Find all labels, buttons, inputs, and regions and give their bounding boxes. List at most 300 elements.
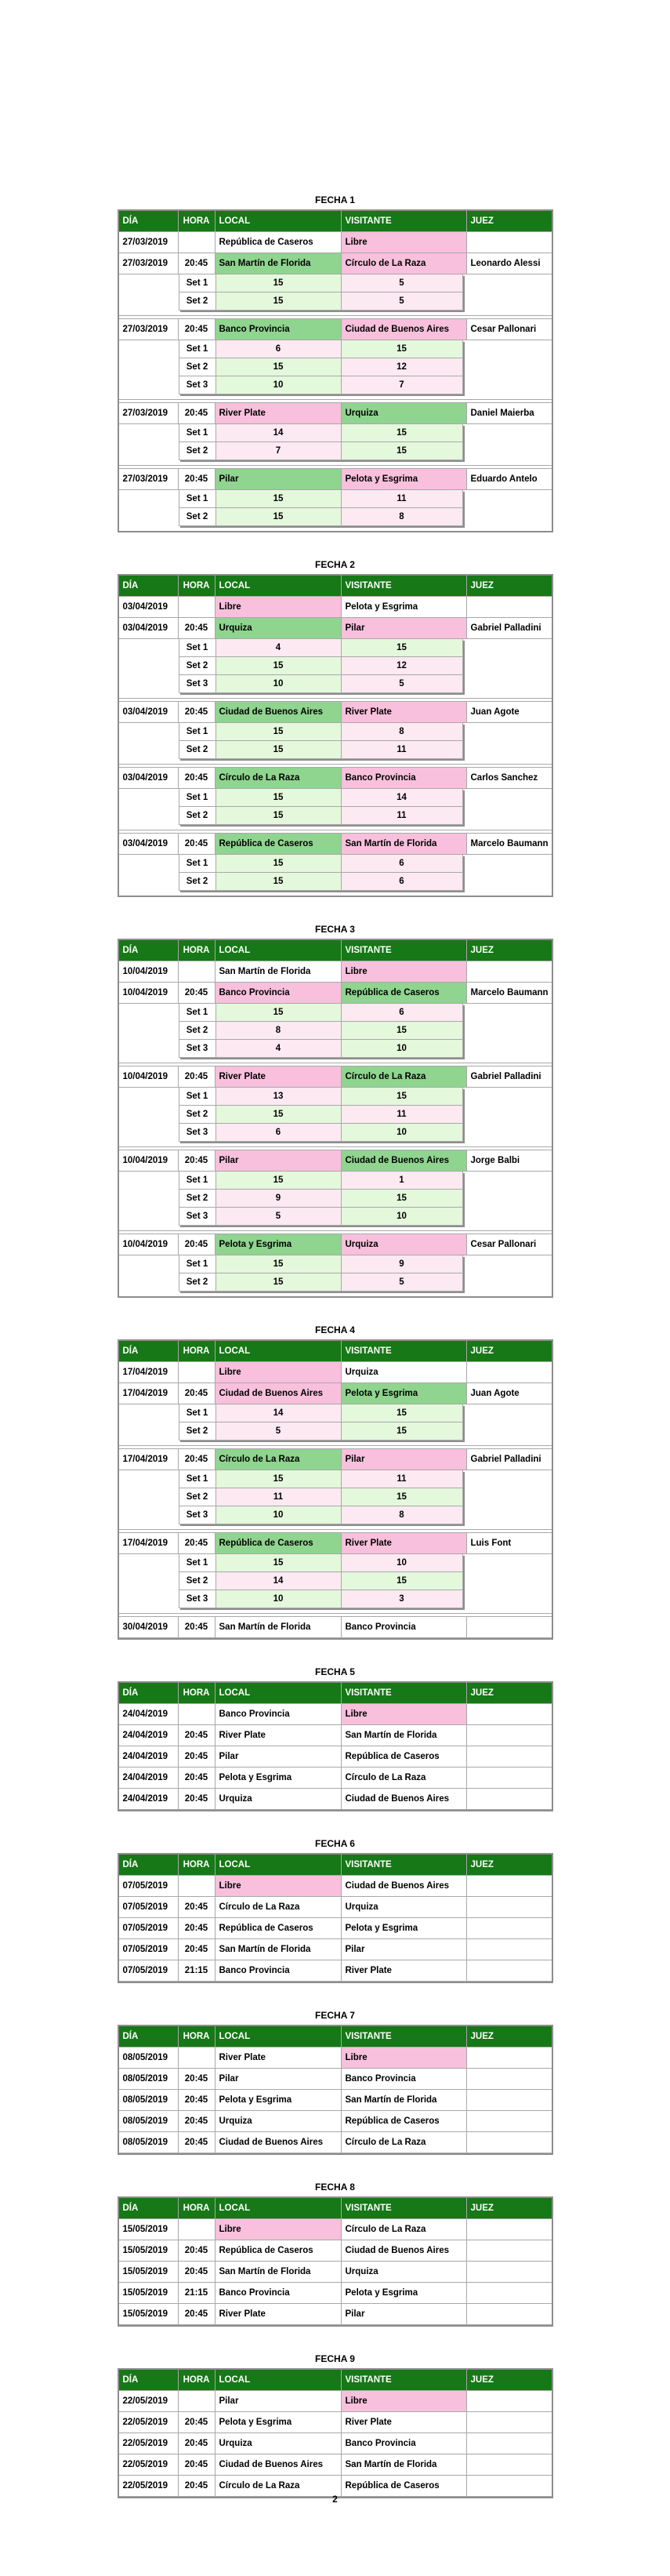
date-cell: 17/04/2019: [119, 1383, 179, 1404]
visitante-team-cell: Pelota y Esgrima: [342, 1383, 467, 1404]
set-label: Set 1: [179, 639, 216, 656]
set-label: Set 3: [179, 376, 216, 394]
sets-block: [119, 1088, 552, 1146]
set-row: [179, 741, 462, 758]
time-cell: 20:45: [179, 2412, 215, 2433]
local-team-cell: República de Caseros: [215, 2240, 342, 2262]
time-cell: 20:45: [179, 2454, 215, 2476]
set-label: Set 2: [179, 508, 216, 525]
fecha-title: FECHA 6: [315, 1838, 355, 1849]
set-row: [179, 376, 462, 394]
sets-block: [119, 855, 552, 896]
date-cell: 10/04/2019: [119, 961, 179, 983]
time-cell: 20:45: [179, 2262, 215, 2283]
header-row: [119, 576, 552, 597]
match-row: [119, 1383, 552, 1404]
header-cell-visitante: VISITANTE: [342, 1683, 467, 1704]
header-cell-dia: DÍA: [119, 211, 179, 232]
local-team-cell: Círculo de La Raza: [215, 1897, 342, 1918]
date-cell: 10/04/2019: [119, 1150, 179, 1172]
set-local-score: 4: [216, 639, 342, 656]
set-label: Set 3: [179, 1590, 216, 1608]
date-cell: 30/04/2019: [119, 1617, 179, 1638]
time-cell: 20:45: [179, 1789, 215, 1810]
sets-table: [179, 789, 463, 825]
juez-cell: [467, 2304, 552, 2325]
juez-cell: [467, 2391, 552, 2412]
date-cell: 22/05/2019: [119, 2454, 179, 2476]
local-team-cell: Pelota y Esgrima: [215, 1234, 342, 1255]
fecha-title: FECHA 7: [315, 2010, 355, 2021]
visitante-team-cell: Urquiza: [342, 403, 467, 424]
set-row: [179, 723, 462, 741]
header-cell-juez: JUEZ: [467, 2198, 552, 2219]
header-cell-hora: HORA: [179, 2026, 215, 2047]
set-label: Set 1: [179, 340, 216, 358]
header-cell-visitante: VISITANTE: [342, 211, 467, 232]
date-cell: 15/05/2019: [119, 2240, 179, 2262]
set-row: [179, 442, 462, 460]
header-cell-local: LOCAL: [215, 1683, 342, 1704]
set-row: [179, 1255, 462, 1273]
local-team-cell: República de Caseros: [215, 1918, 342, 1939]
visitante-team-cell: Urquiza: [342, 1362, 467, 1383]
juez-cell: Juan Agote: [467, 1383, 552, 1404]
match-row: [119, 2412, 552, 2433]
date-cell: 15/05/2019: [119, 2304, 179, 2325]
match-row: [119, 834, 552, 855]
header-row: [119, 2370, 552, 2391]
set-label: Set 2: [179, 1572, 216, 1590]
fecha-title: FECHA 2: [315, 559, 355, 570]
set-label: Set 1: [179, 855, 216, 872]
header-cell-local: LOCAL: [215, 2026, 342, 2047]
sets-table: [179, 723, 463, 759]
header-cell-hora: HORA: [179, 1341, 215, 1362]
header-cell-local: LOCAL: [215, 940, 342, 961]
visitante-team-cell: Libre: [342, 2391, 467, 2412]
set-visitante-score: 15: [342, 639, 462, 656]
set-local-score: 10: [216, 1590, 342, 1608]
set-label: Set 1: [179, 1004, 216, 1021]
juez-cell: [467, 2132, 552, 2153]
time-cell: 20:45: [179, 1617, 215, 1638]
header-cell-juez: JUEZ: [467, 1855, 552, 1876]
match-row: [119, 2240, 552, 2262]
set-label: Set 2: [179, 873, 216, 890]
time-cell: 20:45: [179, 1918, 215, 1939]
local-team-cell: San Martín de Florida: [215, 253, 342, 274]
local-team-cell: Círculo de La Raza: [215, 2476, 342, 2497]
match-row: [119, 1617, 552, 1638]
set-row: [179, 1488, 462, 1506]
set-label: Set 1: [179, 274, 216, 292]
fecha-title: FECHA 8: [315, 2182, 355, 2193]
set-local-score: 15: [216, 1554, 342, 1571]
time-cell: [179, 1362, 215, 1383]
juez-cell: Gabriel Palladini: [467, 618, 552, 639]
sets-table: [179, 340, 463, 394]
set-local-score: 14: [216, 424, 342, 441]
set-label: Set 2: [179, 1022, 216, 1039]
juez-cell: [467, 2047, 552, 2069]
time-cell: 20:45: [179, 2132, 215, 2153]
match-row: [119, 1789, 552, 1810]
set-local-score: 7: [216, 442, 342, 460]
match-row: [119, 1449, 552, 1470]
time-cell: 20:45: [179, 768, 215, 789]
sets-table: [179, 855, 463, 891]
schedule-table: [118, 2196, 553, 2327]
header-cell-juez: JUEZ: [467, 576, 552, 597]
set-label: Set 2: [179, 1273, 216, 1291]
visitante-team-cell: Libre: [342, 2047, 467, 2069]
set-row: [179, 1124, 462, 1141]
visitante-team-cell: República de Caseros: [342, 2476, 467, 2497]
set-local-score: 6: [216, 1124, 342, 1141]
juez-cell: [467, 1918, 552, 1939]
set-label: Set 1: [179, 1172, 216, 1189]
set-row: [179, 1590, 462, 1608]
juez-cell: [467, 1960, 552, 1982]
header-row: [119, 940, 552, 961]
header-cell-dia: DÍA: [119, 2026, 179, 2047]
fecha-title: FECHA 3: [315, 924, 355, 935]
set-row: [179, 292, 462, 310]
set-local-score: 15: [216, 1004, 342, 1021]
time-cell: 20:45: [179, 1533, 215, 1554]
sets-table: [179, 1470, 463, 1524]
fecha-title: FECHA 5: [315, 1666, 355, 1677]
date-cell: 24/04/2019: [119, 1789, 179, 1810]
juez-cell: Cesar Pallonari: [467, 319, 552, 340]
local-team-cell: Libre: [215, 2219, 342, 2240]
visitante-team-cell: Urquiza: [342, 1897, 467, 1918]
juez-cell: [467, 1789, 552, 1810]
set-row: [179, 1040, 462, 1057]
time-cell: 20:45: [179, 2069, 215, 2090]
set-local-score: 13: [216, 1088, 342, 1105]
sets-table: [179, 424, 463, 460]
fecha-title: FECHA 9: [315, 2353, 355, 2364]
date-cell: 07/05/2019: [119, 1876, 179, 1897]
set-visitante-score: 10: [342, 1208, 462, 1225]
set-row: [179, 1554, 462, 1572]
local-team-cell: River Plate: [215, 2047, 342, 2069]
match-row: [119, 2304, 552, 2325]
set-label: Set 2: [179, 292, 216, 310]
time-cell: 20:45: [179, 1383, 215, 1404]
visitante-team-cell: San Martín de Florida: [342, 834, 467, 855]
set-visitante-score: 10: [342, 1040, 462, 1057]
header-cell-hora: HORA: [179, 940, 215, 961]
juez-cell: [467, 1939, 552, 1960]
header-cell-juez: JUEZ: [467, 940, 552, 961]
set-visitante-score: 15: [342, 1190, 462, 1207]
sets-table: [179, 1004, 463, 1058]
sets-block: [119, 274, 552, 315]
juez-cell: [467, 597, 552, 618]
set-visitante-score: 9: [342, 1255, 462, 1273]
header-row: [119, 2026, 552, 2047]
fecha-section: [0, 194, 670, 532]
match-row: [119, 618, 552, 639]
sets-block: [119, 1554, 552, 1613]
set-visitante-score: 6: [342, 873, 462, 890]
fecha-section: [0, 1838, 670, 1983]
set-label: Set 1: [179, 1088, 216, 1105]
visitante-team-cell: República de Caseros: [342, 983, 467, 1004]
local-team-cell: Banco Provincia: [215, 983, 342, 1004]
visitante-team-cell: River Plate: [342, 1960, 467, 1982]
date-cell: 08/05/2019: [119, 2069, 179, 2090]
date-cell: 22/05/2019: [119, 2433, 179, 2454]
date-cell: 07/05/2019: [119, 1960, 179, 1982]
set-label: Set 1: [179, 1554, 216, 1571]
visitante-team-cell: River Plate: [342, 1533, 467, 1554]
match-row: [119, 1066, 552, 1088]
local-team-cell: Pelota y Esgrima: [215, 2412, 342, 2433]
match-row: [119, 1960, 552, 1982]
fecha-section: [0, 924, 670, 1298]
date-cell: 07/05/2019: [119, 1897, 179, 1918]
local-team-cell: Banco Provincia: [215, 2283, 342, 2304]
match-row: [119, 2433, 552, 2454]
header-cell-visitante: VISITANTE: [342, 2370, 467, 2391]
visitante-team-cell: Pelota y Esgrima: [342, 2283, 467, 2304]
match-row: [119, 1234, 552, 1255]
set-visitante-score: 15: [342, 442, 462, 460]
set-row: [179, 1470, 462, 1488]
set-local-score: 15: [216, 274, 342, 292]
match-row: [119, 2454, 552, 2476]
header-cell-local: LOCAL: [215, 2370, 342, 2391]
fecha-section: [0, 2010, 670, 2155]
header-cell-visitante: VISITANTE: [342, 1341, 467, 1362]
date-cell: 08/05/2019: [119, 2111, 179, 2132]
date-cell: 07/05/2019: [119, 1918, 179, 1939]
match-row: [119, 2111, 552, 2132]
set-row: [179, 657, 462, 675]
juez-cell: [467, 961, 552, 983]
local-team-cell: República de Caseros: [215, 1533, 342, 1554]
fecha-title: FECHA 1: [315, 194, 355, 205]
set-local-score: 11: [216, 1488, 342, 1506]
match-row: [119, 983, 552, 1004]
set-row: [179, 639, 462, 657]
header-cell-juez: JUEZ: [467, 1341, 552, 1362]
set-local-score: 6: [216, 340, 342, 358]
date-cell: 08/05/2019: [119, 2047, 179, 2069]
schedule-table: [118, 1853, 553, 1983]
date-cell: 17/04/2019: [119, 1362, 179, 1383]
header-cell-dia: DÍA: [119, 576, 179, 597]
header-cell-visitante: VISITANTE: [342, 576, 467, 597]
match-row: [119, 1918, 552, 1939]
match-row: [119, 1150, 552, 1172]
local-team-cell: República de Caseros: [215, 834, 342, 855]
date-cell: 08/05/2019: [119, 2090, 179, 2111]
time-cell: 20:45: [179, 1746, 215, 1768]
header-cell-hora: HORA: [179, 2370, 215, 2391]
set-label: Set 3: [179, 1506, 216, 1524]
time-cell: 20:45: [179, 2476, 215, 2497]
visitante-team-cell: Urquiza: [342, 1234, 467, 1255]
juez-cell: Leonardo Alessi: [467, 253, 552, 274]
local-team-cell: San Martín de Florida: [215, 2262, 342, 2283]
header-cell-visitante: VISITANTE: [342, 2026, 467, 2047]
header-cell-dia: DÍA: [119, 940, 179, 961]
set-local-score: 9: [216, 1190, 342, 1207]
sets-block: [119, 1255, 552, 1296]
set-row: [179, 424, 462, 442]
time-cell: [179, 1704, 215, 1725]
header-cell-hora: HORA: [179, 2198, 215, 2219]
set-local-score: 15: [216, 855, 342, 872]
date-cell: 03/04/2019: [119, 768, 179, 789]
set-row: [179, 1572, 462, 1590]
local-team-cell: Pilar: [215, 2069, 342, 2090]
date-cell: 24/04/2019: [119, 1746, 179, 1768]
set-visitante-score: 5: [342, 1273, 462, 1291]
set-label: Set 2: [179, 1488, 216, 1506]
date-cell: 15/05/2019: [119, 2262, 179, 2283]
header-cell-visitante: VISITANTE: [342, 1855, 467, 1876]
header-row: [119, 1341, 552, 1362]
time-cell: 20:45: [179, 253, 215, 274]
local-team-cell: Círculo de La Raza: [215, 768, 342, 789]
header-cell-visitante: VISITANTE: [342, 940, 467, 961]
local-team-cell: Urquiza: [215, 2111, 342, 2132]
set-label: Set 1: [179, 1404, 216, 1422]
set-row: [179, 1172, 462, 1190]
set-local-score: 5: [216, 1422, 342, 1440]
local-team-cell: Banco Provincia: [215, 1704, 342, 1725]
time-cell: [179, 232, 215, 253]
set-local-score: 10: [216, 376, 342, 394]
time-cell: [179, 1876, 215, 1897]
time-cell: 20:45: [179, 983, 215, 1004]
set-label: Set 3: [179, 1124, 216, 1141]
set-visitante-score: 8: [342, 508, 462, 525]
juez-cell: [467, 232, 552, 253]
set-visitante-score: 8: [342, 723, 462, 740]
set-row: [179, 807, 462, 824]
juez-cell: [467, 2283, 552, 2304]
set-label: Set 1: [179, 1255, 216, 1273]
match-row: [119, 319, 552, 340]
fecha-title: FECHA 4: [315, 1324, 355, 1335]
date-cell: 15/05/2019: [119, 2283, 179, 2304]
visitante-team-cell: Ciudad de Buenos Aires: [342, 1150, 467, 1172]
date-cell: 22/05/2019: [119, 2476, 179, 2497]
local-team-cell: Ciudad de Buenos Aires: [215, 702, 342, 723]
date-cell: 15/05/2019: [119, 2219, 179, 2240]
visitante-team-cell: Libre: [342, 1704, 467, 1725]
time-cell: 20:45: [179, 403, 215, 424]
time-cell: 20:45: [179, 319, 215, 340]
local-team-cell: River Plate: [215, 1066, 342, 1088]
local-team-cell: Libre: [215, 1362, 342, 1383]
visitante-team-cell: Libre: [342, 961, 467, 983]
juez-cell: [467, 2433, 552, 2454]
visitante-team-cell: Pelota y Esgrima: [342, 1918, 467, 1939]
set-label: Set 3: [179, 1040, 216, 1057]
local-team-cell: River Plate: [215, 403, 342, 424]
set-label: Set 2: [179, 442, 216, 460]
set-visitante-score: 6: [342, 855, 462, 872]
set-visitante-score: 3: [342, 1590, 462, 1608]
set-local-score: 15: [216, 1255, 342, 1273]
set-local-score: 15: [216, 1273, 342, 1291]
date-cell: 27/03/2019: [119, 403, 179, 424]
time-cell: [179, 2391, 215, 2412]
set-row: [179, 1004, 462, 1022]
set-row: [179, 1208, 462, 1225]
visitante-team-cell: Pelota y Esgrima: [342, 597, 467, 618]
juez-cell: [467, 1725, 552, 1746]
time-cell: 20:45: [179, 618, 215, 639]
set-visitante-score: 15: [342, 1422, 462, 1440]
set-visitante-score: 14: [342, 789, 462, 806]
match-row: [119, 2132, 552, 2153]
sets-block: [119, 1004, 552, 1063]
header-cell-local: LOCAL: [215, 576, 342, 597]
sets-table: [179, 1404, 463, 1441]
time-cell: 21:15: [179, 1960, 215, 1982]
set-local-score: 15: [216, 807, 342, 824]
time-cell: 20:45: [179, 469, 215, 490]
set-visitante-score: 5: [342, 274, 462, 292]
local-team-cell: Pelota y Esgrima: [215, 2090, 342, 2111]
juez-cell: [467, 1768, 552, 1789]
schedule-table: [118, 209, 553, 532]
set-label: Set 2: [179, 1422, 216, 1440]
set-visitante-score: 11: [342, 490, 462, 507]
juez-cell: [467, 2069, 552, 2090]
date-cell: 03/04/2019: [119, 618, 179, 639]
set-label: Set 1: [179, 424, 216, 441]
match-row: [119, 1362, 552, 1383]
header-cell-juez: JUEZ: [467, 1683, 552, 1704]
date-cell: 10/04/2019: [119, 983, 179, 1004]
local-team-cell: Banco Provincia: [215, 1960, 342, 1982]
date-cell: 24/04/2019: [119, 1725, 179, 1746]
set-row: [179, 490, 462, 508]
set-local-score: 5: [216, 1208, 342, 1225]
time-cell: 20:45: [179, 2240, 215, 2262]
header-row: [119, 2198, 552, 2219]
set-visitante-score: 5: [342, 292, 462, 310]
schedule-table: [118, 939, 553, 1298]
set-local-score: 15: [216, 1172, 342, 1189]
schedule-table: [118, 2368, 553, 2498]
match-row: [119, 232, 552, 253]
set-label: Set 1: [179, 723, 216, 740]
match-row: [119, 253, 552, 274]
header-cell-hora: HORA: [179, 1683, 215, 1704]
match-row: [119, 2262, 552, 2283]
time-cell: 20:45: [179, 1897, 215, 1918]
match-row: [119, 2219, 552, 2240]
date-cell: 03/04/2019: [119, 702, 179, 723]
visitante-team-cell: Libre: [342, 232, 467, 253]
set-row: [179, 340, 462, 358]
match-row: [119, 1725, 552, 1746]
header-cell-juez: JUEZ: [467, 2026, 552, 2047]
set-label: Set 2: [179, 741, 216, 758]
juez-cell: Eduardo Antelo: [467, 469, 552, 490]
